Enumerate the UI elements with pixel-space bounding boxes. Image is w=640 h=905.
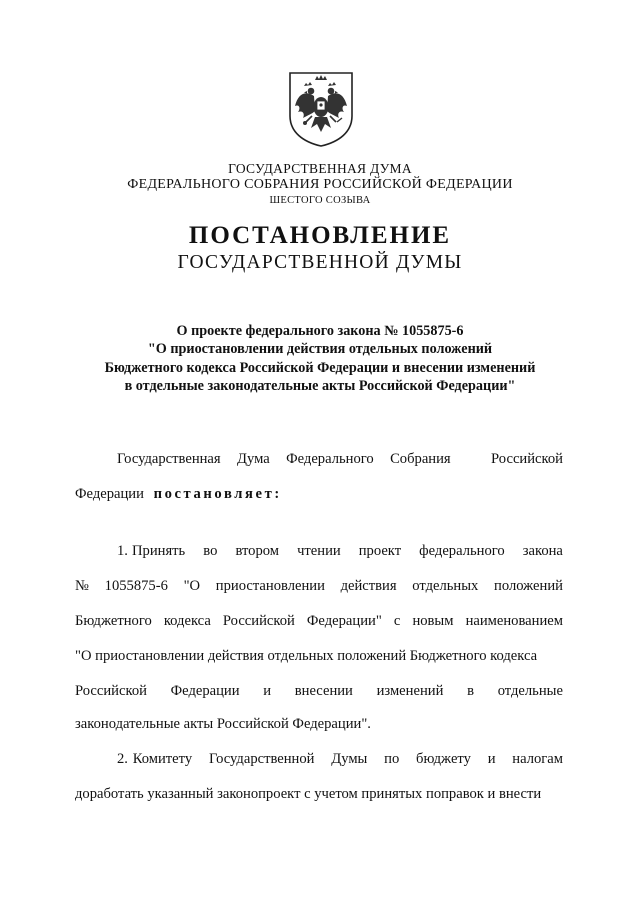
word: с bbox=[393, 613, 401, 629]
word: Комитету bbox=[132, 751, 193, 767]
word: отдельных bbox=[412, 578, 479, 594]
document-issuer-subtitle: ГОСУДАРСТВЕННОЙ ДУМЫ bbox=[177, 252, 463, 273]
word: 2. bbox=[117, 751, 128, 767]
subject-line: Бюджетного кодекса Российской Федерации и внесении изменений bbox=[104, 359, 536, 376]
word: Бюджетного bbox=[75, 613, 152, 629]
word: бюджету bbox=[416, 751, 471, 767]
word: в bbox=[467, 683, 474, 699]
word: Принять bbox=[132, 543, 186, 559]
document-subject bbox=[0, 322, 640, 395]
item1-line6: законодательные акты Российской Федерации". bbox=[75, 716, 371, 732]
word: по bbox=[384, 751, 400, 767]
word: Российской bbox=[75, 683, 147, 699]
word: наименованием bbox=[465, 613, 563, 629]
word: Федерации" bbox=[306, 613, 382, 629]
word: Думы bbox=[331, 751, 368, 767]
word: Государственная bbox=[117, 451, 221, 467]
word: Государственной bbox=[208, 751, 315, 767]
org-name-line2: ФЕДЕРАЛЬНОГО СОБРАНИЯ РОССИЙСКОЙ ФЕДЕРАЦИИ bbox=[127, 177, 513, 192]
word: приостановлении bbox=[215, 578, 325, 594]
org-name-line1: ГОСУДАРСТВЕННАЯ ДУМА bbox=[228, 161, 412, 176]
subject-line: в отдельные законодательные акты Российской Федерации" bbox=[124, 377, 516, 394]
item1-line4: "О приостановлении действия отдельных положений Бюджетного кодекса bbox=[75, 648, 538, 664]
preamble-text: Федерации bbox=[75, 486, 144, 502]
word: и bbox=[263, 683, 272, 699]
word: и bbox=[487, 751, 496, 767]
word: внесении bbox=[294, 683, 353, 699]
word: отдельные bbox=[497, 683, 563, 699]
word: действия bbox=[340, 578, 397, 594]
word: Дума bbox=[237, 451, 270, 467]
subject-line: О проекте федерального закона № 1055875-6 bbox=[176, 323, 464, 339]
coat-of-arms-icon bbox=[287, 70, 355, 148]
item2-line2: доработать указанный законопроект с учетом принятых поправок и внести bbox=[75, 786, 542, 802]
document-type-title: ПОСТАНОВЛЕНИЕ bbox=[188, 222, 452, 249]
word: 1055875-6 bbox=[104, 578, 168, 594]
preamble-line2 bbox=[75, 486, 563, 503]
convocation-label: ШЕСТОГО СОЗЫВА bbox=[269, 195, 371, 206]
word: 1. bbox=[117, 543, 128, 559]
subject-line: "О приостановлении действия отдельных положений bbox=[147, 341, 493, 358]
word: федерального bbox=[419, 543, 505, 559]
word: положений bbox=[494, 578, 563, 594]
word: втором bbox=[235, 543, 279, 559]
word: № bbox=[75, 578, 89, 594]
item1-line1 bbox=[117, 543, 563, 560]
word: во bbox=[203, 543, 218, 559]
word: проект bbox=[358, 543, 402, 559]
resolution-verb: постановляет: bbox=[153, 486, 282, 502]
word: налогам bbox=[512, 751, 563, 767]
word: Федерации bbox=[170, 683, 240, 699]
word: новым bbox=[412, 613, 454, 629]
word: Российской bbox=[491, 451, 563, 467]
word: чтении bbox=[297, 543, 341, 559]
word: Федерального bbox=[286, 451, 374, 467]
item1-line5 bbox=[75, 683, 563, 700]
item1-line3 bbox=[75, 613, 563, 630]
word: кодекса bbox=[163, 613, 211, 629]
preamble-line1 bbox=[117, 451, 563, 468]
word: закона bbox=[522, 543, 563, 559]
word: Российской bbox=[222, 613, 295, 629]
word: Собрания bbox=[390, 451, 451, 467]
item2-line1 bbox=[117, 751, 563, 768]
word: "О bbox=[183, 578, 201, 594]
coat-of-arms-emblem bbox=[287, 70, 355, 148]
item1-line2 bbox=[75, 578, 563, 595]
word: изменений bbox=[376, 683, 444, 699]
